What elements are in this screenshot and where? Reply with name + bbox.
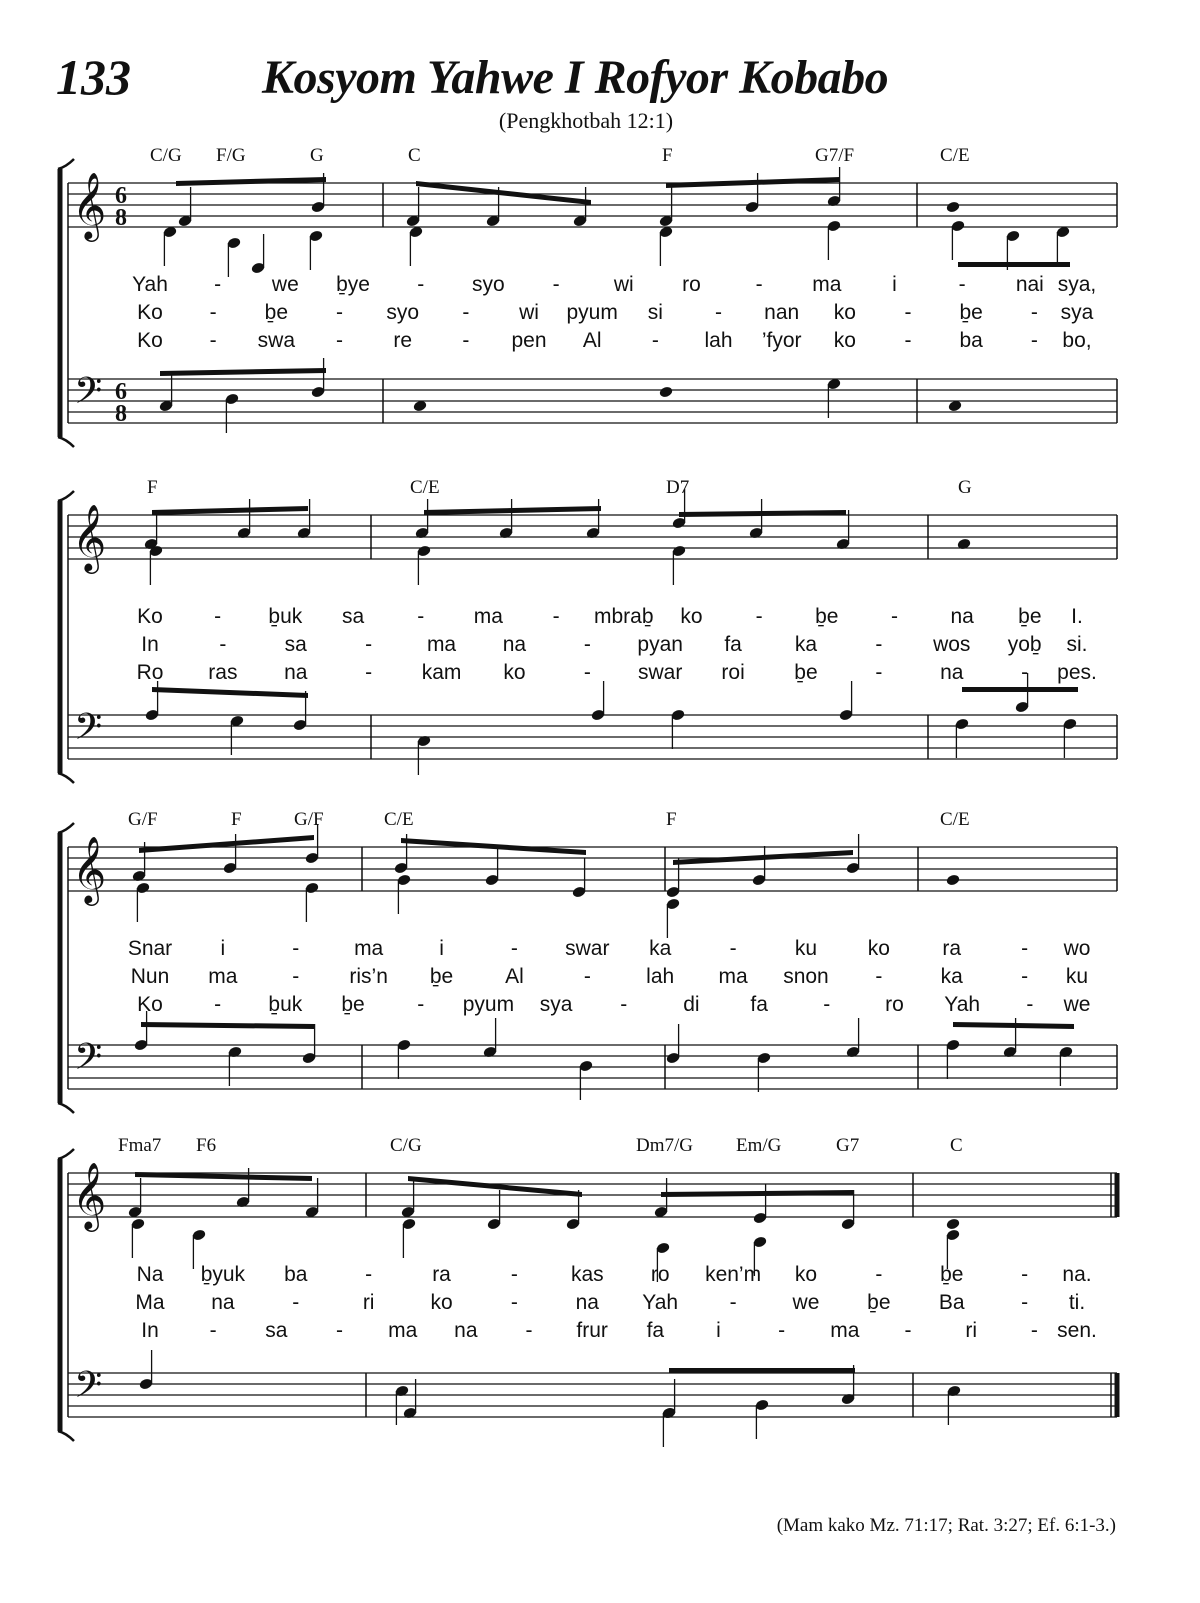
lyric-syllable: -	[1030, 301, 1038, 324]
lyric-syllable: -	[904, 301, 912, 324]
lyric-syllable: -	[583, 633, 591, 656]
lyric-syllable: -	[462, 329, 470, 352]
lyric-syllable: pen	[511, 329, 547, 352]
lyric-syllable: ris’n	[349, 965, 388, 988]
lyric-syllable: ḇye	[336, 273, 370, 296]
lyric-syllable: bo,	[1062, 329, 1092, 352]
lyric-syllable: ma	[388, 1319, 418, 1342]
lyric-syllable: pyum	[462, 993, 515, 1016]
lyric-syllable: -	[336, 301, 344, 324]
lyric-syllable: i	[220, 937, 226, 960]
lyric-syllable: -	[1021, 1291, 1029, 1314]
lyric-syllable: ḇyuk	[200, 1263, 246, 1286]
lyric-syllable: ko	[680, 605, 703, 628]
lyric-syllable: Al	[505, 965, 524, 988]
scripture-reference: (Pengkhotbah 12:1)	[498, 108, 674, 133]
lyric-syllable: -	[417, 605, 425, 628]
lyric-syllable: mbraḇ	[593, 605, 654, 628]
lyric-syllable: -	[510, 1263, 518, 1286]
lyric-syllable: -	[292, 937, 300, 960]
lyric-syllable: di	[683, 993, 700, 1016]
lyric-syllable: Yah	[642, 1291, 679, 1314]
lyric-syllable: wo	[1063, 937, 1091, 960]
lyric-syllable: Snar	[127, 937, 173, 960]
lyric-syllable: I.	[1071, 605, 1083, 628]
lyric-syllable: -	[209, 1319, 217, 1342]
bracket-bottom-hook	[58, 773, 74, 783]
lyric-syllable: Yah	[132, 273, 168, 296]
lyric-syllable: ma	[354, 937, 384, 960]
lyric-syllable: ma	[830, 1319, 860, 1342]
lyric-syllable: -	[525, 1319, 533, 1342]
lyric-syllable: syo	[386, 301, 420, 324]
lyric-syllable: na	[575, 1291, 599, 1314]
lyric-syllable: Ma	[135, 1291, 165, 1314]
lyric-syllable: lah	[646, 965, 675, 988]
note-beam	[139, 835, 314, 853]
lyric-syllable: -	[417, 993, 425, 1016]
lyric-syllable: ba	[959, 329, 983, 352]
lyric-syllable: pyan	[637, 633, 683, 656]
lyric-syllable: -	[336, 329, 344, 352]
lyric-syllable: -	[715, 301, 723, 324]
chord-symbol: F	[231, 809, 242, 830]
bracket-bottom-hook	[58, 1431, 74, 1441]
chord-symbol: C	[408, 145, 421, 166]
chord-symbol: F	[147, 477, 158, 498]
chord-symbol: F/G	[216, 145, 246, 166]
lyric-syllable: ra	[432, 1263, 451, 1286]
lyric-syllable: ras	[208, 661, 238, 684]
lyric-syllable: ḇe	[867, 1291, 891, 1314]
note-beam	[176, 177, 326, 186]
note-beam	[152, 506, 308, 515]
bass-clef-icon: 𝄢	[74, 1036, 103, 1087]
lyric-syllable: na	[211, 1291, 235, 1314]
lyric-syllable: -	[209, 329, 217, 352]
lyric-syllable: Ko	[137, 605, 163, 628]
lyric-syllable: sya	[1060, 301, 1094, 324]
chord-symbol: G7	[836, 1135, 860, 1156]
note-beam	[152, 687, 308, 698]
lyric-syllable: ḇe	[940, 1263, 964, 1286]
lyric-syllable: wos	[933, 633, 971, 656]
bracket-bottom-hook	[58, 1103, 74, 1113]
lyric-syllable: -	[958, 273, 966, 296]
lyric-syllable: -	[583, 965, 591, 988]
lyric-syllable: Ko	[137, 301, 163, 324]
chord-symbol: C/E	[940, 809, 970, 830]
lyric-syllable: -	[875, 633, 883, 656]
lyric-syllable: i	[716, 1319, 721, 1342]
hymn-title: Kosyom Yahwe I Rofyor Kobabo	[262, 51, 889, 104]
note-beam	[666, 177, 840, 188]
lyric-syllable: ka	[794, 633, 818, 656]
lyric-syllable: ko	[867, 937, 890, 960]
lyric-syllable: nai	[1015, 273, 1044, 296]
lyric-syllable: si	[647, 301, 663, 324]
lyric-syllable: ko	[833, 329, 856, 352]
lyric-syllable: -	[214, 605, 222, 628]
lyric-syllable: fa	[724, 633, 742, 656]
lyric-syllable: ko	[430, 1291, 453, 1314]
lyric-syllable: -	[904, 329, 912, 352]
note-beam	[424, 506, 601, 515]
lyric-syllable: -	[875, 661, 883, 684]
chord-symbol: C/G	[390, 1135, 422, 1156]
chord-symbol: F6	[196, 1135, 217, 1156]
lyric-syllable: ma	[426, 633, 457, 656]
lyric-syllable: ko	[503, 661, 526, 684]
lyric-syllable: Nun	[130, 965, 170, 988]
bass-clef-icon: 𝄢	[74, 1364, 103, 1415]
lyric-syllable: kas	[570, 1263, 604, 1286]
lyric-syllable: -	[1021, 937, 1029, 960]
bracket-top-hook	[58, 491, 74, 501]
lyric-syllable: ra	[942, 937, 962, 960]
lyric-syllable: sya	[539, 993, 573, 1016]
bracket-top-hook	[58, 159, 74, 169]
soprano-note	[946, 1218, 961, 1231]
lyric-syllable: Ko	[137, 329, 163, 352]
chord-symbol: G	[958, 477, 972, 498]
note-beam	[958, 262, 1070, 267]
lyric-syllable: nan	[764, 301, 800, 324]
lyric-syllable: -	[552, 273, 560, 296]
lyric-syllable: sya,	[1057, 273, 1097, 296]
lyric-syllable: ka	[649, 937, 672, 960]
lyric-syllable: i	[892, 273, 897, 296]
note-beam	[679, 510, 846, 517]
note-beam	[661, 1190, 853, 1197]
lyric-syllable: we	[1063, 993, 1091, 1016]
time-signature-upper: 6	[115, 379, 127, 405]
lyric-syllable: -	[875, 1263, 883, 1286]
chord-symbol: Dm7/G	[636, 1135, 693, 1156]
lyric-syllable: -	[552, 605, 560, 628]
chord-symbol: G	[310, 145, 324, 166]
lyric-syllable: ku	[1065, 965, 1089, 988]
lyric-syllable: -	[365, 1263, 373, 1286]
lyric-syllable: swar	[565, 937, 610, 960]
lyric-syllable: roi	[721, 661, 745, 684]
lyric-syllable: -	[417, 273, 425, 296]
treble-clef-icon: 𝄞	[72, 503, 107, 571]
note-beam	[141, 1022, 314, 1029]
lyric-syllable: -	[875, 965, 883, 988]
lyric-syllable: Ko	[137, 993, 163, 1016]
lyric-syllable: ḇe	[429, 965, 454, 988]
bracket-bottom-hook	[58, 437, 74, 447]
lyric-syllable: -	[620, 993, 628, 1016]
lyric-syllable: ma	[208, 965, 238, 988]
lyric-syllable: -	[755, 273, 763, 296]
lyric-syllable: -	[583, 661, 591, 684]
lyric-syllable: yoḇ	[1007, 633, 1042, 656]
lyric-syllable: ku	[794, 937, 818, 960]
time-signature-lower: 8	[115, 205, 127, 231]
chord-symbol: C/G	[150, 145, 182, 166]
bass-note	[659, 386, 674, 399]
lyric-syllable: na.	[1062, 1263, 1092, 1286]
lyric-syllable: sa	[265, 1319, 288, 1342]
lyric-syllable: Al	[582, 329, 602, 352]
chord-symbol: F	[666, 809, 677, 830]
chord-symbol: C/E	[384, 809, 414, 830]
lyric-syllable: -	[214, 273, 222, 296]
chord-symbol: G/F	[294, 809, 324, 830]
lyric-syllable: -	[292, 965, 300, 988]
lyric-syllable: pes.	[1057, 661, 1097, 684]
chord-symbol: C	[950, 1135, 963, 1156]
lyric-syllable: syo	[472, 273, 505, 296]
lyric-syllable: In	[141, 1319, 159, 1342]
time-signature-lower: 8	[115, 401, 127, 427]
lyric-syllable: ḇe	[1018, 605, 1042, 628]
note-beam	[953, 1022, 1074, 1029]
lyric-syllable: Yah	[944, 993, 981, 1016]
lyric-syllable: ri	[362, 1291, 375, 1314]
chord-symbol: G7/F	[815, 145, 855, 166]
lyric-syllable: sa	[284, 633, 307, 656]
lyric-syllable: na	[284, 661, 308, 684]
lyric-syllable: -	[904, 1319, 912, 1342]
lyric-syllable: -	[729, 1291, 737, 1314]
lyric-syllable: swar	[638, 661, 683, 684]
lyric-syllable: sa	[341, 605, 365, 628]
lyric-syllable: ti.	[1068, 1291, 1086, 1314]
lyric-syllable: ko	[833, 301, 856, 324]
chord-symbol: D7	[666, 477, 690, 498]
lyric-syllable: ko	[794, 1263, 818, 1286]
lyric-syllable: ro	[650, 1263, 670, 1286]
lyric-syllable: -	[365, 661, 373, 684]
lyric-syllable: -	[462, 301, 470, 324]
lyric-syllable: -	[219, 633, 227, 656]
chord-symbol: G/F	[128, 809, 158, 830]
lyric-syllable: na	[454, 1319, 478, 1342]
lyric-syllable: ḇe	[959, 301, 983, 324]
treble-clef-icon: 𝄞	[72, 171, 107, 239]
chord-symbol: C/E	[940, 145, 970, 166]
hymn-number: 133	[56, 49, 131, 105]
lyric-syllable: ken’m	[705, 1263, 762, 1286]
chord-symbol: Fma7	[118, 1135, 162, 1156]
lyric-syllable: i	[439, 937, 444, 960]
lyric-syllable: Ba	[938, 1291, 965, 1314]
lyric-syllable: lah	[704, 329, 733, 352]
footer-references: (Mam kako Mz. 71:17; Rat. 3:27; Ef. 6:1-3.)	[776, 1515, 1116, 1536]
lyric-syllable: swa	[257, 329, 296, 352]
lyric-syllable: -	[755, 605, 763, 628]
lyric-syllable: -	[336, 1319, 344, 1342]
lyric-syllable: ba	[284, 1263, 308, 1286]
lyric-syllable: -	[1021, 965, 1029, 988]
lyric-syllable: -	[1021, 1263, 1029, 1286]
chord-symbol: C/E	[410, 477, 440, 498]
time-signature-upper: 6	[115, 183, 127, 209]
soprano-note	[946, 874, 961, 887]
lyric-syllable: -	[209, 301, 217, 324]
note-beam	[962, 687, 1078, 692]
lyric-syllable: ro	[885, 993, 904, 1016]
lyric-syllable: -	[1021, 661, 1029, 684]
lyric-syllable: sen.	[1057, 1319, 1097, 1342]
treble-clef-icon: 𝄞	[72, 835, 107, 903]
lyric-syllable: ḇe	[815, 605, 839, 628]
lyric-syllable: -	[1026, 993, 1034, 1016]
lyric-syllable: na	[940, 661, 964, 684]
lyric-syllable: -	[1030, 329, 1038, 352]
chord-symbol: Em/G	[736, 1135, 782, 1156]
lyric-syllable: -	[651, 329, 659, 352]
bass-clef-icon: 𝄢	[74, 370, 103, 421]
lyric-syllable: -	[1030, 1319, 1038, 1342]
lyric-syllable: -	[214, 993, 222, 1016]
lyric-syllable: re	[393, 329, 413, 352]
lyric-syllable: ’fyor	[761, 329, 802, 352]
lyric-syllable: -	[510, 937, 518, 960]
chord-symbol: F	[662, 145, 673, 166]
lyric-syllable: Na	[136, 1263, 164, 1286]
lyric-syllable: -	[365, 633, 373, 656]
soprano-note	[946, 201, 961, 214]
lyric-syllable: ḇuk	[268, 605, 303, 628]
note-beam	[416, 181, 591, 205]
lyric-syllable: fa	[750, 993, 768, 1016]
lyric-syllable: Ro	[136, 661, 164, 684]
lyric-syllable: In	[141, 633, 159, 656]
note-beam	[669, 1368, 855, 1373]
lyric-syllable: -	[778, 1319, 786, 1342]
lyric-syllable: wi	[519, 301, 539, 324]
lyric-syllable: wi	[613, 273, 634, 296]
lyric-syllable: pyum	[566, 301, 618, 324]
note-beam	[160, 368, 326, 376]
lyric-syllable: -	[292, 1291, 300, 1314]
lyric-syllable: -	[510, 1291, 518, 1314]
note-beam	[408, 1176, 582, 1197]
lyric-syllable: si.	[1066, 633, 1088, 656]
lyric-syllable: -	[890, 605, 898, 628]
lyric-syllable: na	[502, 633, 527, 656]
lyric-syllable: kam	[421, 661, 462, 684]
lyric-syllable: -	[823, 993, 831, 1016]
lyric-syllable: snon	[783, 965, 829, 988]
lyric-syllable: ma	[812, 273, 842, 296]
lyric-syllable: ḇe	[794, 661, 818, 684]
lyric-syllable: ḇuk	[268, 993, 303, 1016]
lyric-syllable: na	[950, 605, 974, 628]
bracket-top-hook	[58, 1149, 74, 1159]
lyric-syllable: ḇe	[264, 301, 289, 324]
lyric-syllable: ma	[473, 605, 503, 628]
lyric-syllable: -	[729, 937, 737, 960]
lyric-syllable: ḇe	[341, 993, 365, 1016]
lyric-syllable: we	[271, 273, 299, 296]
bracket-top-hook	[58, 823, 74, 833]
lyric-syllable: ri	[965, 1319, 978, 1342]
lyric-syllable: frur	[576, 1319, 608, 1342]
lyric-syllable: we	[792, 1291, 820, 1314]
lyric-syllable: ro	[682, 273, 701, 296]
bass-clef-icon: 𝄢	[74, 706, 103, 757]
lyric-syllable: ma	[718, 965, 748, 988]
lyric-syllable: fa	[646, 1319, 665, 1342]
lyric-syllable: ka	[940, 965, 963, 988]
treble-clef-icon: 𝄞	[72, 1161, 107, 1229]
